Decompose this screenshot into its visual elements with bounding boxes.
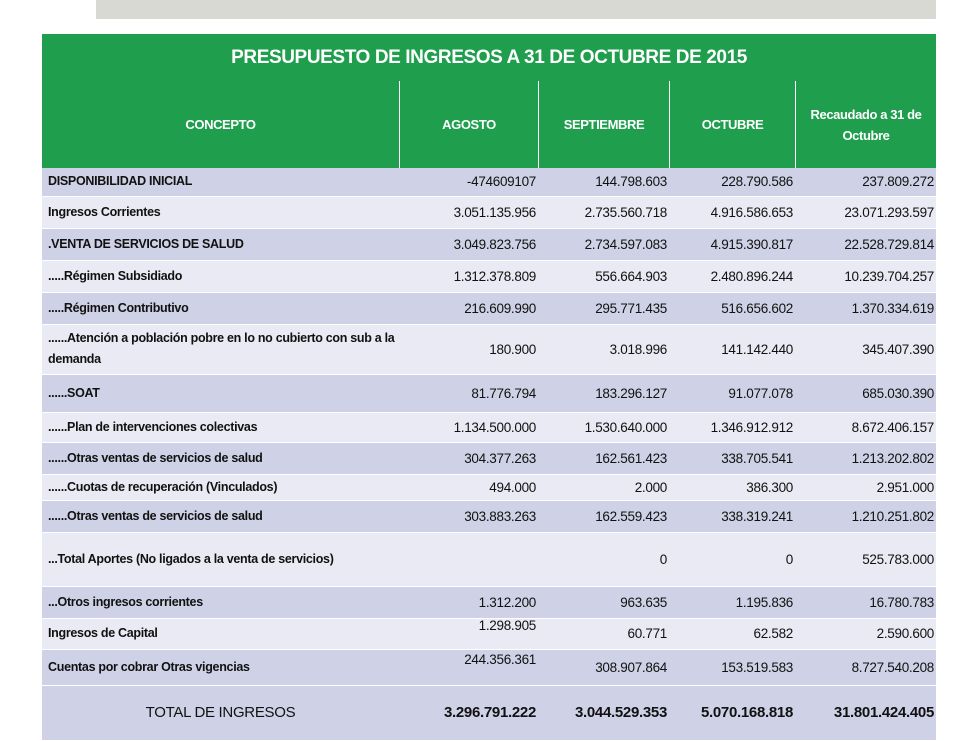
budget-table [42, 168, 936, 741]
row-octubre-value [669, 649, 795, 685]
octubre-text: 153.519.583 [721, 659, 793, 675]
row-concepto [42, 500, 399, 532]
septiembre-text: 3.018.996 [609, 341, 667, 357]
row-octubre-value [669, 586, 795, 618]
septiembre-text: 162.559.423 [595, 508, 667, 524]
recaudado-text: 1.213.202.802 [851, 450, 934, 466]
septiembre-text: 162.561.423 [595, 450, 667, 466]
octubre-text: 91.077.078 [728, 385, 793, 401]
row-recaudado-value [795, 228, 936, 260]
row-concepto [42, 618, 399, 649]
recaudado-text: 22.528.729.814 [844, 236, 934, 252]
agosto-text: -474609107 [466, 174, 536, 190]
octubre-text: 2.480.896.244 [710, 268, 793, 284]
row-agosto-value [399, 292, 538, 324]
row-octubre-value [669, 196, 795, 228]
row-septiembre-value [538, 260, 669, 292]
total-label-text: TOTAL DE INGRESOS [145, 704, 296, 721]
concepto-text: DISPONIBILIDAD INICIAL [48, 174, 193, 189]
row-septiembre-value [538, 532, 669, 586]
row-septiembre-value [538, 228, 669, 260]
septiembre-text: 2.735.560.718 [584, 204, 667, 220]
row-concepto [42, 260, 399, 292]
row-recaudado-value [795, 442, 936, 474]
row-octubre-value [669, 228, 795, 260]
row-septiembre-value [538, 412, 669, 442]
recaudado-text: 10.239.704.257 [844, 268, 934, 284]
concepto-text: ......Otras ventas de servicios de salud [48, 450, 263, 465]
concepto-text: .VENTA DE SERVICIOS DE SALUD [48, 236, 244, 251]
row-agosto-value [399, 474, 538, 500]
octubre-text: 4.915.390.817 [710, 236, 793, 252]
row-octubre-value [669, 500, 795, 532]
septiembre-text: 295.771.435 [595, 300, 667, 316]
septiembre-text: 60.771 [627, 626, 667, 641]
row-agosto-value [399, 196, 538, 228]
agosto-text: 3.051.135.956 [453, 204, 536, 220]
septiembre-text: 556.664.903 [595, 268, 667, 284]
row-octubre-value [669, 260, 795, 292]
table-row [42, 324, 936, 374]
row-concepto [42, 649, 399, 685]
septiembre-text: 144.798.603 [595, 174, 667, 190]
row-octubre-value [669, 324, 795, 374]
row-concepto [42, 442, 399, 474]
concepto-text: ...Otros ingresos corrientes [48, 594, 203, 609]
row-concepto [42, 374, 399, 412]
table-row [42, 374, 936, 412]
table-header-row [42, 81, 936, 168]
agosto-text: 180.900 [489, 341, 536, 357]
septiembre-text: 308.907.864 [595, 659, 667, 675]
concepto-text: Ingresos de Capital [48, 626, 158, 640]
concepto-text: ...Total Aportes (No ligados a la venta de servicios) [48, 551, 334, 566]
table-row [42, 168, 936, 196]
row-agosto-value [399, 500, 538, 532]
total-row [42, 685, 936, 740]
row-agosto-value [399, 586, 538, 618]
recaudado-text: 237.809.272 [862, 174, 934, 190]
octubre-text: 338.319.241 [721, 508, 793, 524]
agosto-text: 1.312.200 [478, 594, 536, 610]
row-concepto [42, 196, 399, 228]
total-agosto-text: 3.296.791.222 [443, 704, 536, 721]
row-septiembre-value [538, 374, 669, 412]
recaudado-text: 525.783.000 [862, 551, 934, 567]
recaudado-text: 1.210.251.802 [851, 508, 934, 524]
octubre-text: 338.705.541 [721, 450, 793, 466]
table-title: PRESUPUESTO DE INGRESOS A 31 DE OCTUBRE DE 2015 [42, 34, 936, 81]
recaudado-text: 23.071.293.597 [844, 204, 934, 220]
row-agosto-value [399, 618, 538, 649]
table-row [42, 292, 936, 324]
concepto-text: ......Otras ventas de servicios de salud [48, 508, 263, 523]
concepto-text: ......Cuotas de recuperación (Vinculados) [48, 479, 278, 494]
table-row [42, 196, 936, 228]
row-recaudado-value [795, 618, 936, 649]
octubre-text: 228.790.586 [721, 174, 793, 190]
header-agosto: AGOSTO [399, 81, 538, 168]
header-recaudado: Recaudado a 31 de Octubre [795, 81, 936, 168]
row-concepto [42, 292, 399, 324]
row-agosto-value [399, 260, 538, 292]
row-octubre-value [669, 618, 795, 649]
octubre-text: 0 [785, 551, 793, 567]
row-recaudado-value [795, 649, 936, 685]
total-agosto-value [399, 685, 538, 740]
concepto-text: Ingresos Corrientes [48, 204, 161, 219]
agosto-text: 303.883.263 [464, 508, 536, 524]
row-agosto-value [399, 649, 538, 685]
recaudado-text: 16.780.783 [869, 594, 934, 610]
row-recaudado-value [795, 324, 936, 374]
row-septiembre-value [538, 196, 669, 228]
total-recaudado-text: 31.801.424.405 [833, 704, 934, 721]
row-septiembre-value [538, 618, 669, 649]
octubre-text: 62.582 [753, 626, 793, 641]
table-row [42, 532, 936, 586]
row-recaudado-value [795, 292, 936, 324]
septiembre-text: 0 [659, 551, 667, 567]
row-recaudado-value [795, 474, 936, 500]
recaudado-text: 345.407.390 [862, 341, 934, 357]
total-concepto [42, 685, 399, 740]
row-recaudado-value [795, 168, 936, 196]
top-decoration-bar [96, 0, 936, 19]
agosto-text: 1.312.378.809 [453, 268, 536, 284]
row-concepto [42, 532, 399, 586]
row-concepto [42, 168, 399, 196]
concepto-text: ......Atención a población pobre en lo no cubierto con sub a la demanda [48, 331, 395, 366]
concepto-text: Cuentas por cobrar Otras vigencias [48, 659, 250, 674]
recaudado-text: 2.951.000 [876, 479, 934, 495]
agosto-text: 216.609.990 [464, 300, 536, 316]
septiembre-text: 2.734.597.083 [584, 236, 667, 252]
octubre-text: 1.346.912.912 [710, 419, 793, 435]
row-recaudado-value [795, 500, 936, 532]
row-septiembre-value [538, 500, 669, 532]
septiembre-text: 183.296.127 [595, 385, 667, 401]
row-septiembre-value [538, 586, 669, 618]
concepto-text: .....Régimen Subsidiado [48, 268, 183, 283]
septiembre-text: 2.000 [634, 479, 667, 495]
table-row [42, 618, 936, 649]
octubre-text: 141.142.440 [721, 341, 793, 357]
row-agosto-value [399, 442, 538, 474]
row-concepto [42, 324, 399, 374]
octubre-text: 516.656.602 [721, 300, 793, 316]
recaudado-text: 685.030.390 [862, 385, 934, 401]
septiembre-text: 1.530.640.000 [584, 419, 667, 435]
row-recaudado-value [795, 374, 936, 412]
row-octubre-value [669, 292, 795, 324]
table-row [42, 442, 936, 474]
row-agosto-value [399, 374, 538, 412]
row-recaudado-value [795, 196, 936, 228]
header-septiembre: SEPTIEMBRE [538, 81, 669, 168]
row-agosto-value [399, 168, 538, 196]
budget-table-frame [42, 34, 936, 721]
recaudado-text: 1.370.334.619 [851, 300, 934, 316]
recaudado-text: 2.590.600 [876, 626, 934, 641]
agosto-text: 494.000 [489, 479, 536, 495]
total-octubre-value [669, 685, 795, 740]
row-recaudado-value [795, 532, 936, 586]
row-agosto-value [399, 532, 538, 586]
row-septiembre-value [538, 324, 669, 374]
agosto-text: 1.298.905 [478, 618, 536, 633]
octubre-text: 386.300 [746, 479, 793, 495]
row-concepto [42, 474, 399, 500]
octubre-text: 1.195.836 [735, 594, 793, 610]
septiembre-text: 963.635 [620, 594, 667, 610]
table-row [42, 412, 936, 442]
table-row [42, 500, 936, 532]
row-recaudado-value [795, 586, 936, 618]
row-octubre-value [669, 412, 795, 442]
agosto-text: 244.356.361 [464, 651, 536, 667]
total-septiembre-value [538, 685, 669, 740]
row-agosto-value [399, 324, 538, 374]
header-concepto: CONCEPTO [185, 117, 256, 132]
row-septiembre-value [538, 474, 669, 500]
table-row [42, 649, 936, 685]
row-octubre-value [669, 532, 795, 586]
table-row [42, 228, 936, 260]
row-octubre-value [669, 442, 795, 474]
row-concepto [42, 228, 399, 260]
table-row [42, 260, 936, 292]
row-septiembre-value [538, 292, 669, 324]
row-octubre-value [669, 168, 795, 196]
table-row [42, 474, 936, 500]
row-concepto [42, 412, 399, 442]
row-septiembre-value [538, 442, 669, 474]
row-agosto-value [399, 228, 538, 260]
row-recaudado-value [795, 412, 936, 442]
row-septiembre-value [538, 168, 669, 196]
concepto-text: ......SOAT [48, 385, 100, 400]
octubre-text: 4.916.586.653 [710, 204, 793, 220]
table-row [42, 586, 936, 618]
row-concepto [42, 586, 399, 618]
recaudado-text: 8.672.406.157 [851, 419, 934, 435]
row-octubre-value [669, 374, 795, 412]
row-recaudado-value [795, 260, 936, 292]
agosto-text: 81.776.794 [471, 385, 536, 401]
total-recaudado-value [795, 685, 936, 740]
total-septiembre-text: 3.044.529.353 [574, 704, 667, 721]
concepto-text: ......Plan de intervenciones colectivas [48, 419, 258, 434]
agosto-text: 1.134.500.000 [453, 419, 536, 435]
agosto-text: 304.377.263 [464, 450, 536, 466]
row-septiembre-value [538, 649, 669, 685]
row-agosto-value [399, 412, 538, 442]
total-octubre-text: 5.070.168.818 [700, 704, 793, 721]
row-octubre-value [669, 474, 795, 500]
recaudado-text: 8.727.540.208 [851, 659, 934, 675]
agosto-text: 3.049.823.756 [453, 236, 536, 252]
concepto-text: .....Régimen Contributivo [48, 300, 189, 315]
header-octubre: OCTUBRE [669, 81, 795, 168]
